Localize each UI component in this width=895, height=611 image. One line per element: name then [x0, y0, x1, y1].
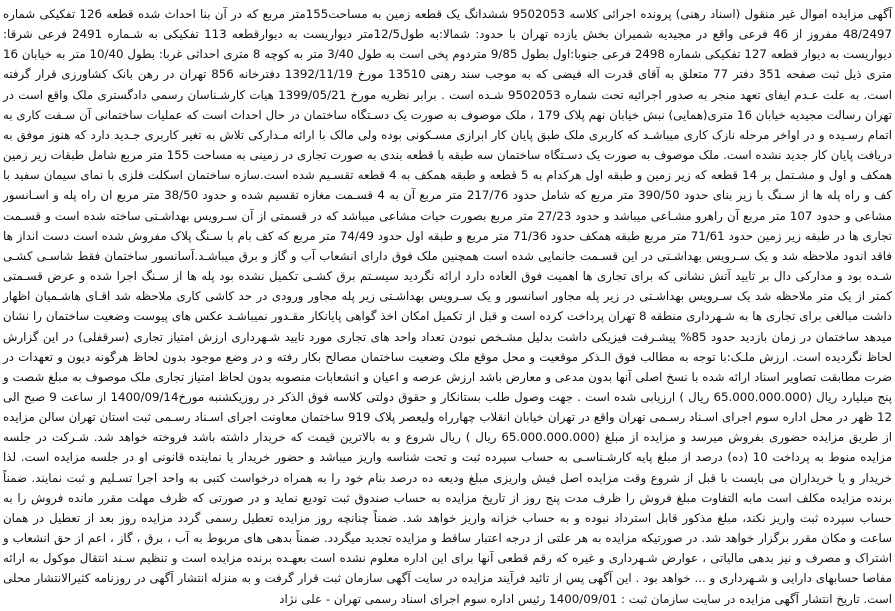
auction-notice-body: آگهی مزایده اموال غیر منقول (اسناد رهنی) پرونده اجرائی کلاسه 9502053 ششدانگ یک قطعه زمین به مساحت155متر مربع که در آن بنا احداث شده قطعه 126 تفکیکی شماره 48/2497 مفروز از 46 فرعی واقع در مجیدیه شمیران بخش یازده تهران با حدود: شمالا:به طول12/5متر دیواریست به دیوارقطعه 113 تفکیکی به شـماره 2491 فرعی شرقا: دیواریست به دیوار قطعه 127 تفکیکی شماره 2498 فرعی جنوبا:اول بطول 9/85 متردوم پخی است به طول 3/40 متر به کوچه 8 متری احداثی غربا: بطول 10/40 متر به خیابان 16 متری ذیل ثبت صفحه 351 دفتر 77 متعلق به آقای قدرت اله فیضی که به موجب سند رهنی 13510 مورخ 1392/11/19 دفترخانه 856 تهران در رهن بانک کشاورزی قرار گرفته است. به علت عـدم ایفای تعهد منجر به صدور اجرائیه تحت شماره 9502053 شـده است . برابر نظریه مورخ 1399/05/21 هیات کارشـناسان رسمی دادگستری ملک واقع است در تهران رسالت مجیدیه خیابان 16 متری(همایی) نبش خیابان نهم پلاک 179 ، ملک موصوف به صورت یک دسـتگاه ساختمان در حال احداث است که عملیات ساختمانی آن سـفت کاری به اتمام رسـیده و در اواخر مرحله نازک کاری میباشـد که کاربری ملک طبق پایان کار ابرازی مسـکونی بوده ولی مالک با ارائه مـدارکی تلاش به تغیر کاربری جـدید دارد که هنوز موفق به دریافت پایان کار جدید نشده است. ملک موصوف به صورت یک دسـتگاه ساختمان سه طبقه با قطعه بندی به صورت تجاری در زمینی به مساحت 155 متر مربع شامل طبقات زیر زمین همکف و اول و مشـتمل بر 14 قطعه که زیر زمین و طبقه اول هرکدام به 5 قطعه و طبقه همکف به 4 قطعه تقسـیم شده است.سازه ساختمان اسکلت فلزی با نمای سیمان سفید با کف و راه پله ها از سـنگ با زیر بنای حدود 390/50 متر مربع که شامل حدود 217/76 متر مربع آن به 4 قسـمت مغازه تقسیم شده و حدود 38/50 متر مربع ان راه پله و اسـانسور مشاعی و حدود 107 متر مربع آن راهرو مشـاعی میباشد و حدود 27/23 متر مربع بصورت حیات مشاعی میباشد که در قسمتی از آن سـرویس بهداشـتی ساخته شده است و قسـمت تجاری ها در طبقه زیر زمین حدود 71/61 متر مربع طبقه همکف حدود 71/36 متر مربع و طبقه اول حدود 74/49 متر مربع که کف بام با سـنگ پلاک مفروش شده است دست انداز ها فاقد اندود ملاحظه شد و یک سـرویس بهداشـتی در این قسـمت جانمایی شده است همچنین ملک فوق دارای انشعاب آب و گاز و برق میباشـد.آسانسور ساختمان فقط شاسـی کشـی شـده بود و مدارکی دال بر تایید آتش نشانی که برای تجاری ها اهمیت فوق العاده دارد ارائه نگردید سیسـتم برق کشـی تکمیل نشده بود پله ها از سـنگ اجرا شده و عرض قسـمتی کمتر از یک متر ملاحظه شد یک سـرویس بهداشـتی در زیر پله مجاور اسانسور و یک سـرویس بهداشـتی زیر پله مجاور ورودی در حد کاشی کاری ملاحظه شد اقـای هاشـمیان اظهار داشت مبالغی برای تجاری ها به شـهرداری منطقه 8 تهران پرداخت کرده است و قبل از تکمیل امکان اخذ گواهی پایانکار مقـدور نمیباشـد عکس های پیوست وضعیت ساختمان را نشان میدهد ساختمان در زمان بازدید حدود 85% پیشـرفت فیزیکی داشت بدلیل مشـخص نبودن تعداد واحد های تجاری مورد تایید شـهرداری ارزش امتیاز تجاری (سرقفلی) در این گزارش لحاظ نگردیده است. ارزش ملـک:با توجه به مطالب فوق الـذکر موقعیت و محل موقع ملک وضعیت ساختمان مصالح بکار رفته و در وضع موجود بدون لحاظ هرگونه دیون و تعهدات در ضرت مطابقت تصاویر اسناد ارائه شده با نسخ اصلی آنها بدون مدعی و معارض باشد ارزش عرصه و اعیان و انشعابات منصوبه بدون لحاظ امتیاز تجاری ملک موصوف به مبلغ شصت و پنج میلیارد ریال (65.000.000.000 ریال ) ارزیابی شده است . جهت وصول طلب بستانکار و حقوق دولتی کلاسه فوق الذکر در روزیکشنبه مورخ1400/09/14 از ساعت 9 صبح الی 12 ظهر در محل اداره سوم اجرای اسـناد رسـمی تهران واقع در تهران خیابان انقلاب چهارراه ولیعصر پلاک 919 ساختمان معاونت اجرای اسـناد رسـمی ثبت استان تهران سالن مزایده از طریق مزایده حضوری بفروش میرسد و مزایده از مبلغ (65.000.000.000 ریال ) ریال شروع و به بالاترین قیمت که خریدار داشته باشد فروخته خواهد شد. شـرکت در جلسه مزایده منوط به پرداخت 10 (ده) درصد از مبلغ پایه کارشـناسـی به حساب سپرده ثبت و تحت شناسه واریز میباشد و حضور خریدار یا نماینده قانونی او در جلسه مزایده است. لذا خریدار و یا خریداران می بایست با قبل از شروع وقت مزایده اصل فیش واریزی مبلغ ودیعه ده درصد بنام خود را به همراه درخواست کتبی به واحد اجرا تسـلیم و ثبت نمایند. ضمناً برنده مزایده مکلف است مابه التفاوت مبلغ فروش را ظرف مدت پنج روز از تاریخ مزایده به حساب صندوق ثبت تودیع نماید و در صورتی که ظرف مهلت مقرر مانده فروش را به حساب سپرده ثبت واریز نکند، مبلغ مذکور قابل استرداد نبوده و به حساب خزانه واریز خواهد شد. ضمناً چنانچه روز مزایده تعطیل رسمی گردد مزایده روز بعد از تعطیل در همان ساعت و مکان مقرر برگزار خواهد شد. در صورتیکه مزایده به هر علتی از درجه اعتبار ساقط و مزایده تجدید میگردد. ضمناً بدهی های مربوط به آب ، برق ، گاز ، اعم از حق انشعاب و اشتراک و مصرف و نیز بدهی مالیاتی ، عوارض شـهرداری و غیره که رقم قطعی آنها برای این اداره معلوم نشده است بعهـده برنده مزایده است و تنظیم سـند انتقال موکول به ارائه مفاصا حسابهای دارایی و شـهرداری و ... خواهد بود . این آگهی پس از تائید فرآیند مزایده در سایت آگهی سازمان ثبت قرار گرفت و به منزله انتشار آگهی در روزنامه کثیرالانتشار محلی است. تاریخ انتشار آگهی مزایده در سایت سازمان ثبت : 1400/09/01 رئیس اداره سوم اجرای اسناد رسمی تهران - علی نژاد: [3, 7, 893, 606]
